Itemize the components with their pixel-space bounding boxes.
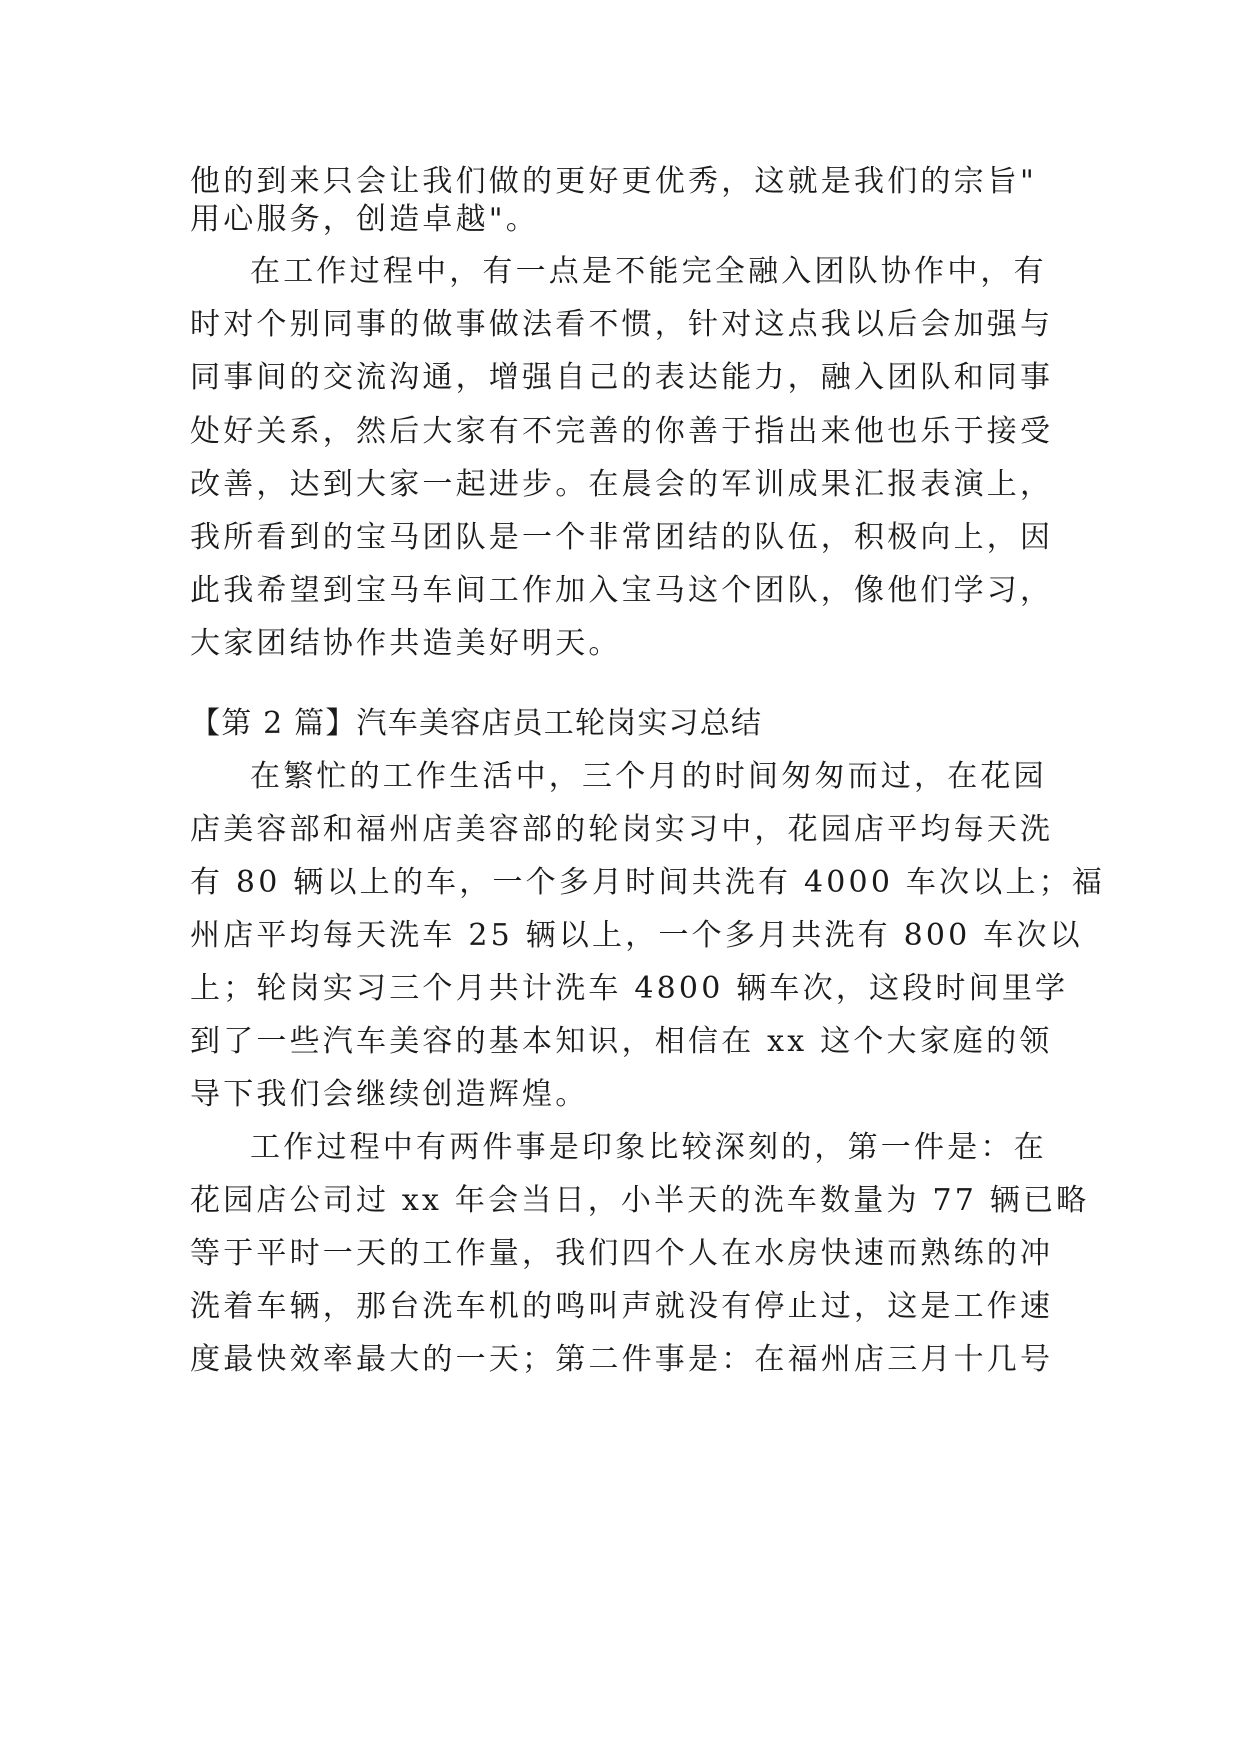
section-heading: 【第 2 篇】汽车美容店员工轮岗实习总结 <box>190 706 763 741</box>
paragraph-line: 到了一些汽车美容的基本知识，相信在 xx 这个大家庭的领 <box>190 1024 1053 1059</box>
paragraph-line: 洗着车辆，那台洗车机的鸣叫声就没有停止过，这是工作速 <box>190 1289 1054 1324</box>
paragraph-line: 在工作过程中，有一点是不能完全融入团队协作中，有 <box>250 254 1047 289</box>
paragraph-line: 时对个别同事的做事做法看不惯，针对这点我以后会加强与 <box>190 307 1054 342</box>
paragraph-line: 处好关系，然后大家有不完善的你善于指出来他也乐于接受 <box>190 414 1054 449</box>
paragraph-line: 州店平均每天洗车 25 辆以上，一个多月共洗有 800 车次以 <box>190 918 1083 953</box>
paragraph-line: 有 80 辆以上的车，一个多月时间共洗有 4000 车次以上；福 <box>190 865 1106 900</box>
paragraph-line: 度最快效率最大的一天；第二件事是：在福州店三月十几号 <box>190 1342 1054 1377</box>
paragraph-line: 在繁忙的工作生活中，三个月的时间匆匆而过，在花园 <box>250 759 1047 794</box>
paragraph-line: 此我希望到宝马车间工作加入宝马这个团队，像他们学习， <box>190 573 1054 608</box>
paragraph-line: 上；轮岗实习三个月共计洗车 4800 辆车次，这段时间里学 <box>190 971 1069 1006</box>
paragraph-line: 花园店公司过 xx 年会当日，小半天的洗车数量为 77 辆已略 <box>190 1183 1090 1218</box>
paragraph-line: 我所看到的宝马团队是一个非常团结的队伍，积极向上，因 <box>190 520 1054 555</box>
paragraph-line: 店美容部和福州店美容部的轮岗实习中，花园店平均每天洗 <box>190 812 1054 847</box>
paragraph-line: 改善，达到大家一起进步。在晨会的军训成果汇报表演上， <box>190 467 1054 502</box>
paragraph-line: 等于平时一天的工作量，我们四个人在水房快速而熟练的冲 <box>190 1236 1054 1271</box>
paragraph-line: 他的到来只会让我们做的更好更优秀，这就是我们的宗旨" <box>190 164 1037 199</box>
paragraph-line: 用心服务，创造卓越"。 <box>190 202 539 237</box>
paragraph-line: 大家团结协作共造美好明天。 <box>190 626 622 661</box>
paragraph-line: 工作过程中有两件事是印象比较深刻的，第一件是：在 <box>250 1130 1047 1165</box>
paragraph-line: 同事间的交流沟通，增强自己的表达能力，融入团队和同事 <box>190 360 1054 395</box>
paragraph-line: 导下我们会继续创造辉煌。 <box>190 1077 589 1112</box>
